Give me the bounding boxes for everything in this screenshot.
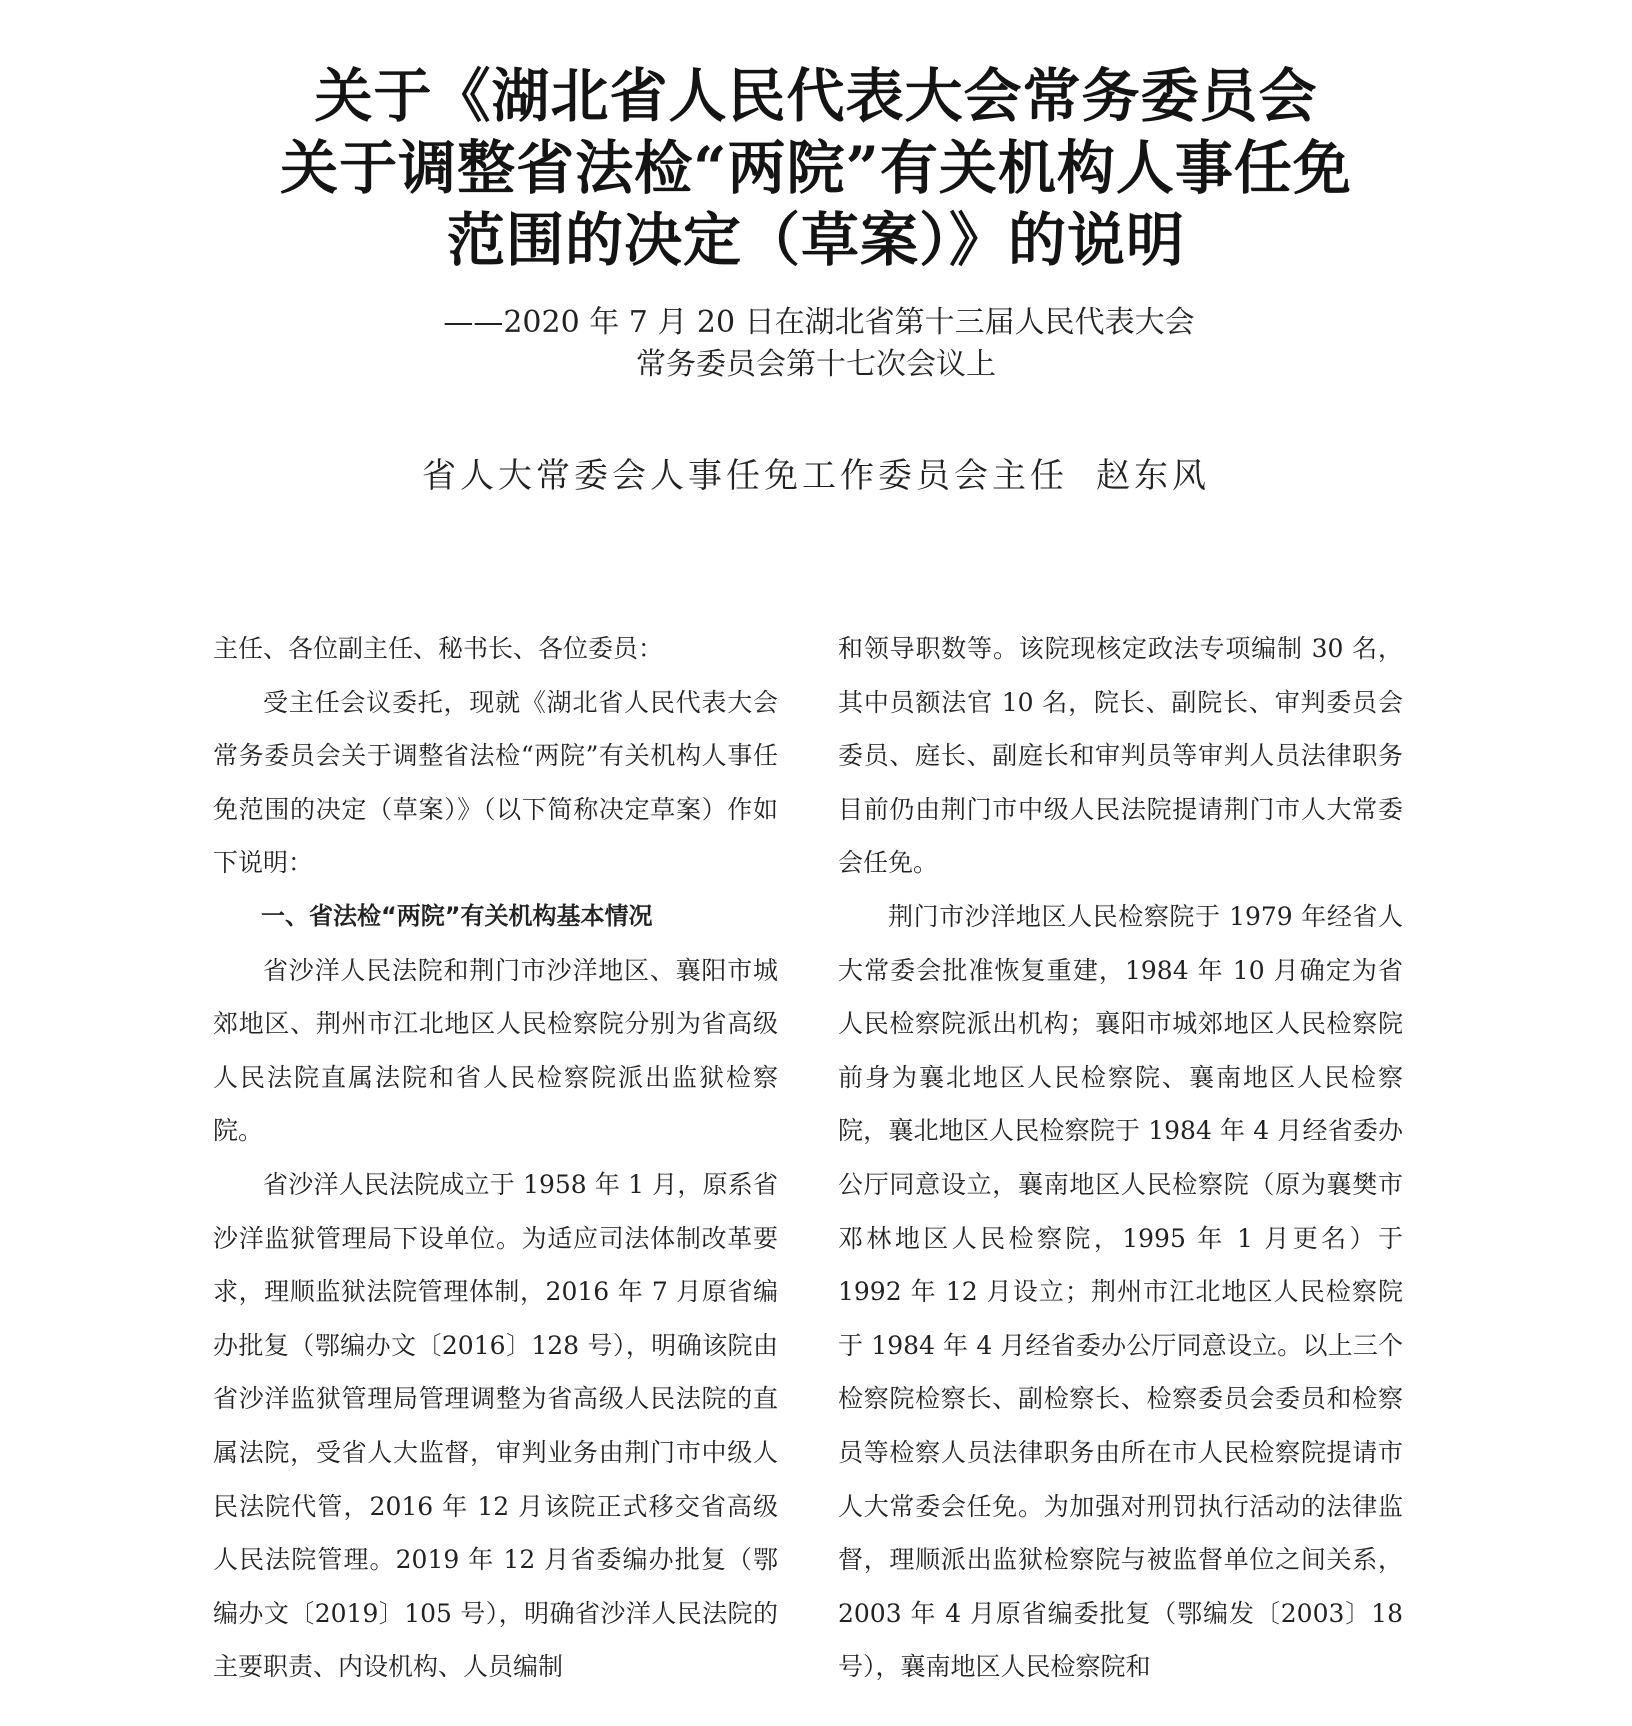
right-column bbox=[838, 622, 1403, 1694]
salutation: 主任、各位副主任、秘书长、各位委员： bbox=[213, 634, 664, 663]
paragraph-procuratorates: 荆门市沙洋地区人民检察院于 1979 年经省人大常委会批准恢复重建，1984 年 10 月确定为省人民检察院派出机构；襄阳市城郊地区人民检察院前身为襄北地区人民检察院、襄南地区人民检察院，襄北地区人民检察院于 1984 年 4 月经省委办公厅同意设立，襄南地区人民检察院（原为襄樊市邓林地区人民检察院，1995 年 1 月更名）于 1992 年 12 月设立；荆州市江北地区人民检察院于 1984 年 4 月经省委办公厅同意设立。以上三个检察院检察长、副检察长、检察委员会委员和检察员等检察人员法律职务由所在市人民检察院提请市人大常委会任免。为加强对刑罚执行活动的法律监督，理顺派出监狱检察院与被监督单位之间关系，2003 年 4 月原省编委批复（鄂编发〔2003〕18 号），襄南地区人民检察院和 bbox=[838, 901, 1403, 1682]
author-name: 赵东风 bbox=[1096, 456, 1210, 496]
paragraph-intro: 受主任会议委托，现就《湖北省人民代表大会常务委员会关于调整省法检“两院”有关机构人事任免范围的决定（草案）》（以下简称决定草案）作如下说明： bbox=[213, 687, 778, 878]
paragraph-court: 省沙洋人民法院成立于 1958 年 1 月，原系省沙洋监狱管理局下设单位。为适应司法体制改革要求，理顺监狱法院管理体制，2016 年 7 月原省编办批复（鄂编办文〔2016〕128 号），明确该院由省沙洋监狱管理局管理调整为省高级人民法院的直属法院，受省人大监督，审判业务由荆门市中级人民法院代管，2016 年 12 月该院正式移交省高级人民法院管理。2019 年 12 月省委编办批复（鄂编办文〔2019〕105 号），明确省沙洋人民法院的主要职责、内设机构、人员编制 bbox=[213, 1169, 778, 1682]
paragraph-overview: 省沙洋人民法院和荆门市沙洋地区、襄阳市城郊地区、荆州市江北地区人民检察院分别为省高级人民法院直属法院和省人民检察院派出监狱检察院。 bbox=[213, 955, 778, 1146]
document-title bbox=[0, 60, 1632, 276]
document-subtitle bbox=[0, 302, 1632, 386]
paragraph-court-continued: 和领导职数等。该院现核定政法专项编制 30 名，其中员额法官 10 名，院长、副院长、审判委员会委员、庭长、副庭长和审判员等审判人员法律职务目前仍由荆门市中级人民法院提请荆门市人大常委会任免。 bbox=[838, 634, 1403, 878]
subtitle-line-1: ——2020 年 7 月 20 日在湖北省第十三届人民代表大会 bbox=[443, 305, 1195, 340]
left-column bbox=[213, 622, 778, 1694]
section-heading-1: 一、省法检“两院”有关机构基本情况 bbox=[261, 901, 653, 930]
title-line-2: 关于调整省法检“两院”有关机构人事任免 bbox=[280, 134, 1352, 202]
title-line-3: 范围的决定（草案）》的说明 bbox=[446, 206, 1185, 274]
title-line-1: 关于《湖北省人民代表大会常务委员会 bbox=[314, 62, 1318, 130]
subtitle-line-2: 常务委员会第十七次会议上 bbox=[636, 347, 996, 382]
author-position: 省人大常委会人事任免工作委员会主任 bbox=[422, 456, 1068, 496]
author-line bbox=[0, 452, 1632, 500]
